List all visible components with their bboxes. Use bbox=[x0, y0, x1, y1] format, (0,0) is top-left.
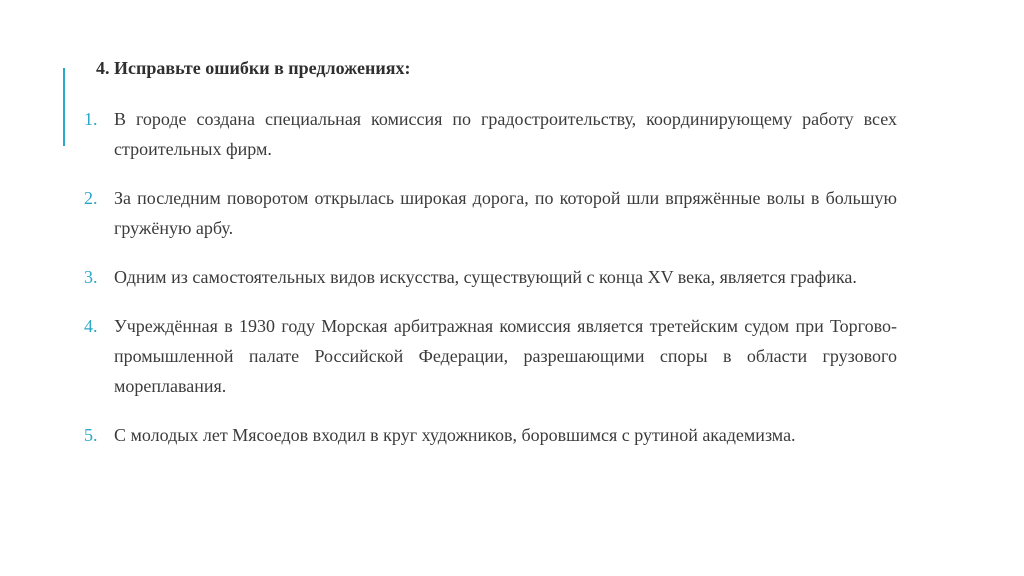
accent-bar bbox=[63, 68, 65, 146]
list-item-number: 4. bbox=[84, 316, 98, 336]
list-item-text: С молодых лет Мясоедов входил в круг художников, боровшимся с рутиной академизма. bbox=[114, 425, 796, 445]
list-item-text: Одним из самостоятельных видов искусства, существующий с конца XV века, является графика. bbox=[114, 267, 857, 287]
sentence-list bbox=[84, 104, 897, 469]
list-item-number: 5. bbox=[84, 425, 98, 445]
list-item-text: Учреждённая в 1930 году Морская арбитражная комиссия является третейским судом при Торгово-промышленной палате Российской Федерации, разрешающими споры в области грузового мореплавания. bbox=[114, 316, 897, 396]
list-item bbox=[84, 104, 897, 164]
list-item-number: 2. bbox=[84, 188, 98, 208]
list-item-number: 3. bbox=[84, 267, 98, 287]
list-item bbox=[84, 262, 897, 292]
list-item-number: 1. bbox=[84, 109, 98, 129]
list-item-text: В городе создана специальная комиссия по градостроительству, координирующему работу всех строительных фирм. bbox=[114, 109, 897, 159]
list-item bbox=[84, 420, 897, 450]
list-item-text: За последним поворотом открылась широкая дорога, по которой шли впряжённые волы в большую гружёную арбу. bbox=[114, 188, 897, 238]
list-item bbox=[84, 311, 897, 401]
list-item bbox=[84, 183, 897, 243]
slide-title: 4. Исправьте ошибки в предложениях: bbox=[96, 58, 411, 78]
